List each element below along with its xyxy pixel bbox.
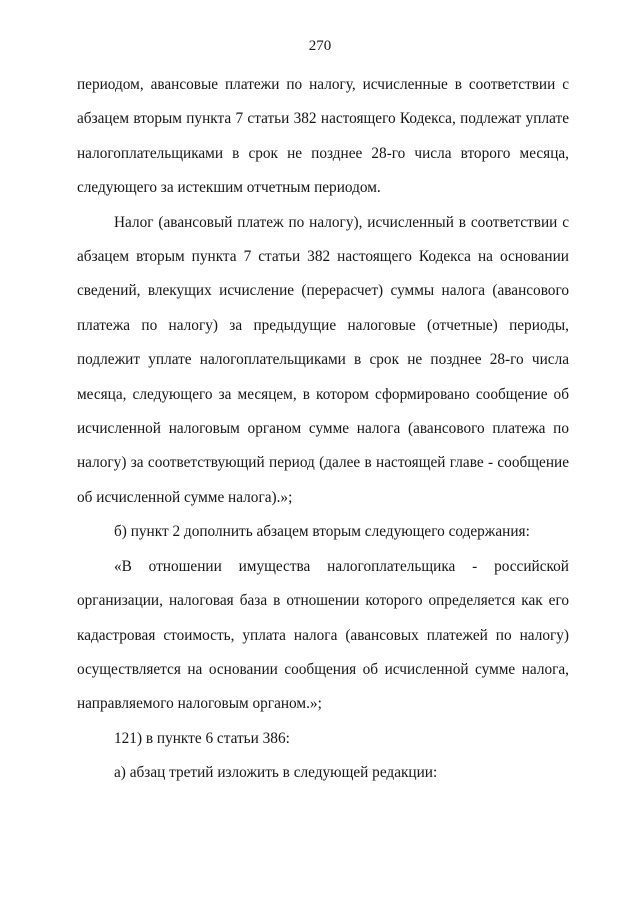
paragraph-item-121: 121) в пункте 6 статьи 386:: [114, 729, 290, 747]
document-body: [77, 68, 569, 791]
page-number: 270: [308, 38, 332, 54]
paragraph-continuation: периодом, авансовые платежи по налогу, исчисленные в соответствии с абзацем вторым пункта 7 статьи 382 настоящего Кодекса, подлежат уплате налогоплательщиками в срок не позднее 28-го числа второго месяца, следующего за истекшим отчетным периодом.: [77, 76, 569, 197]
paragraph-quoted-amendment: «В отношении имущества налогоплательщика - российской организации, налоговая база в отношении которого определяется как его кадастровая стоимость, уплата налога (авансовых платежей по налогу) осуществляется на основании сообщения об исчисленной сумме налога, направляемого налоговым органом.»;: [77, 557, 569, 713]
paragraph-item-b: б) пункт 2 дополнить абзацем вторым следующего содержания:: [114, 523, 530, 541]
paragraph-tax-payment: Налог (авансовый платеж по налогу), исчисленный в соответствии с абзацем вторым пункта 7 статьи 382 настоящего Кодекса на основании сведений, влекущих исчисление (перерасчет) суммы налога (авансового платежа по налогу) за предыдущие налоговые (отчетные) периоды, подлежит уплате налогоплательщиками в срок не позднее 28-го числа месяца, следующего за месяцем, в котором сформировано сообщение об исчисленной налоговым органом сумме налога (авансового платежа по налогу) за соответствующий период (далее в настоящей главе - сообщение об исчисленной сумме налога).»;: [77, 213, 569, 506]
paragraph-item-a: а) абзац третий изложить в следующей редакции:: [114, 764, 438, 782]
